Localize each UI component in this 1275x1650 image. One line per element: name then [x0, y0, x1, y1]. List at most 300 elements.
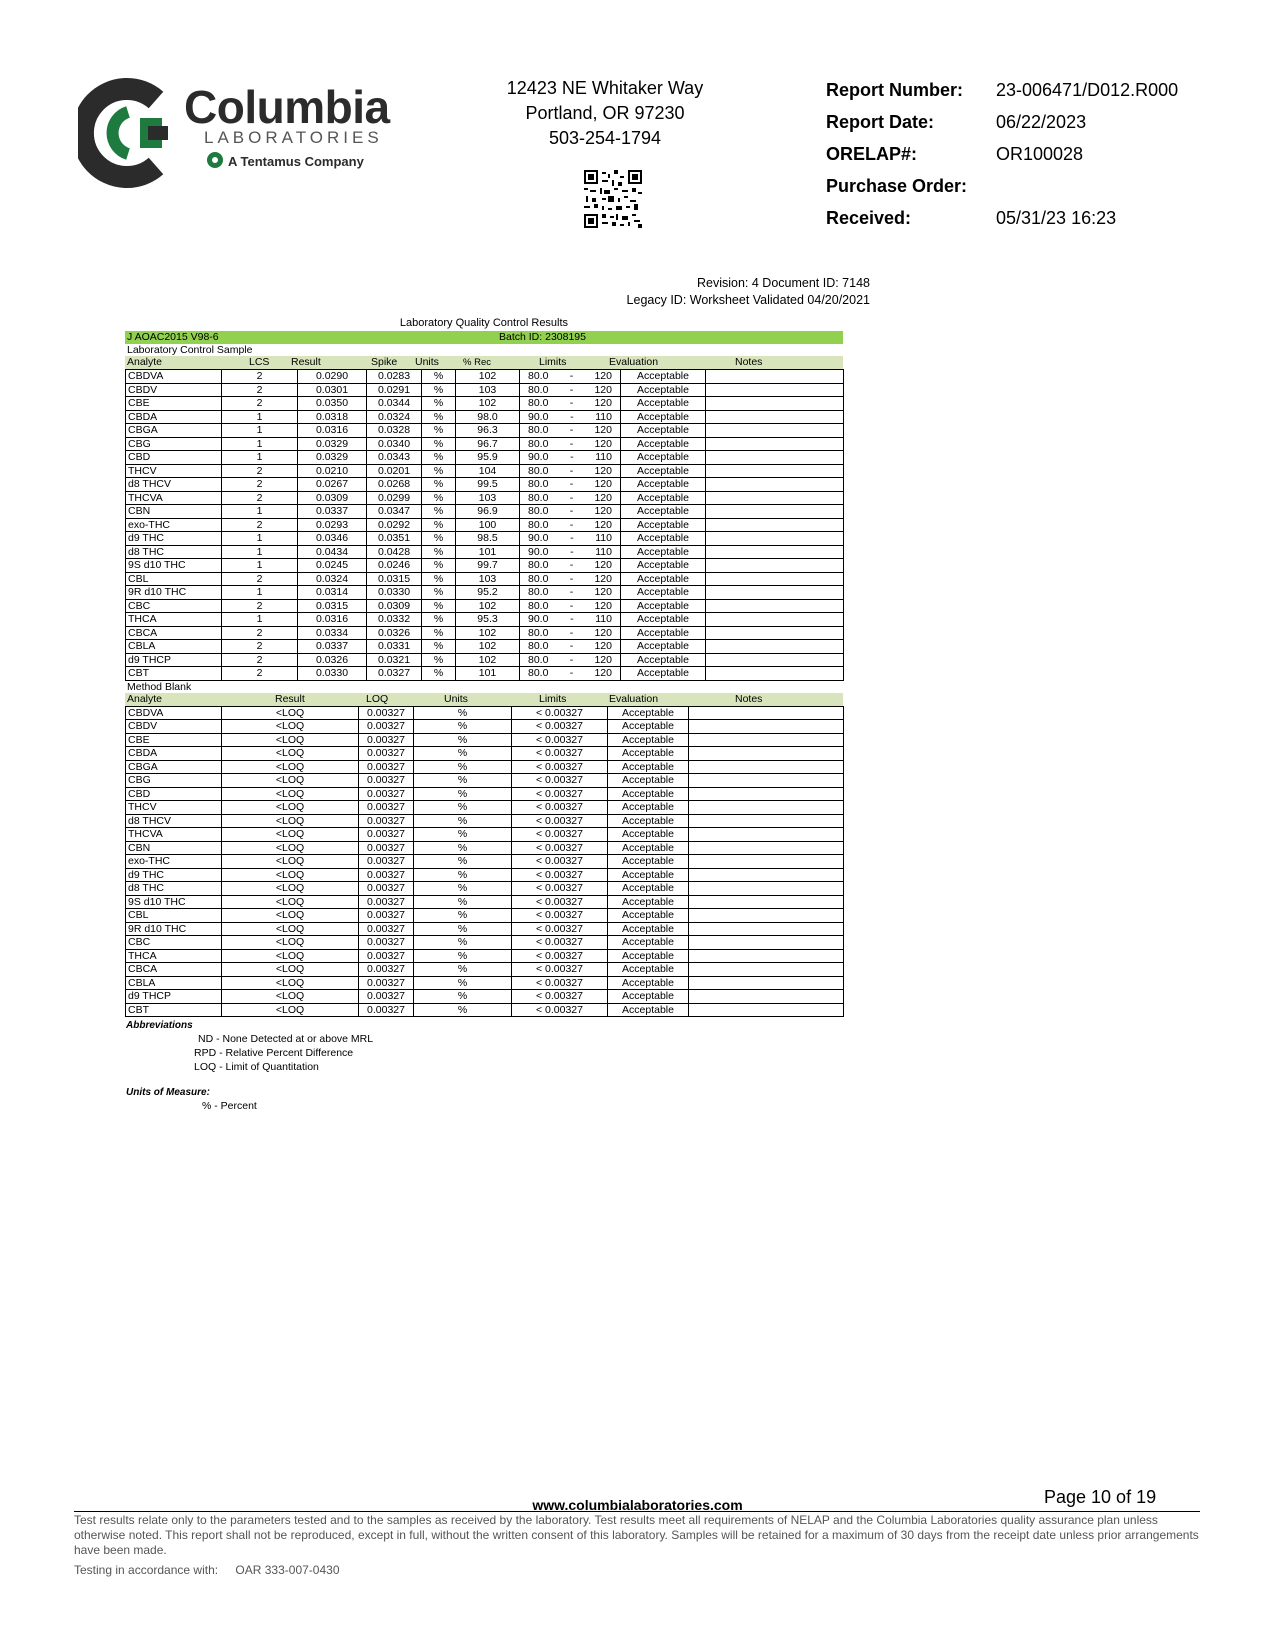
evaluation-cell: Acceptable: [621, 397, 706, 411]
table-row: [126, 532, 844, 546]
rec-cell: 103: [456, 383, 520, 397]
legacy-id-line: Legacy ID: Worksheet Validated 04/20/2021: [626, 293, 870, 307]
result-cell: 0.0210: [298, 464, 367, 478]
lcs-section-title: Laboratory Control Sample: [127, 344, 253, 356]
result-cell: <LOQ: [222, 760, 359, 774]
lcs-table: [125, 369, 844, 681]
evaluation-cell: Acceptable: [608, 895, 689, 909]
limit-dash: -: [569, 478, 574, 490]
logo-tagline: A Tentamus Company: [228, 154, 364, 169]
units-cell: %: [422, 491, 456, 505]
logo-mark-icon: [78, 78, 188, 188]
limits-cell: < 0.00327: [512, 990, 608, 1004]
notes-cell: [689, 733, 844, 747]
notes-cell: [706, 370, 844, 384]
col-lcs: LCS: [249, 356, 270, 368]
report-number-label: Report Number:: [826, 79, 964, 100]
analyte-cell: CBL: [126, 909, 222, 923]
lcs-cell: 2: [222, 397, 298, 411]
limits-cell: < 0.00327: [512, 882, 608, 896]
notes-cell: [689, 855, 844, 869]
evaluation-cell: Acceptable: [608, 976, 689, 990]
evaluation-cell: Acceptable: [621, 451, 706, 465]
loq-cell: 0.00327: [359, 936, 414, 950]
analyte-cell: CBD: [126, 451, 222, 465]
table-row: [126, 424, 844, 438]
rec-cell: 102: [456, 640, 520, 654]
result-cell: 0.0316: [298, 424, 367, 438]
limit-low: 90.0: [528, 410, 549, 423]
evaluation-cell: Acceptable: [608, 936, 689, 950]
limits-cell: < 0.00327: [512, 760, 608, 774]
analyte-cell: 9R d10 THC: [126, 586, 222, 600]
rec-cell: 99.7: [456, 559, 520, 573]
table-row: [126, 922, 844, 936]
spike-cell: 0.0332: [367, 613, 422, 627]
table-row: [126, 936, 844, 950]
limits-cell: [520, 626, 621, 640]
spike-cell: 0.0326: [367, 626, 422, 640]
limits-cell: < 0.00327: [512, 733, 608, 747]
notes-cell: [689, 949, 844, 963]
lcs-cell: 2: [222, 370, 298, 384]
loq-cell: 0.00327: [359, 963, 414, 977]
table-row: [126, 464, 844, 478]
notes-cell: [689, 841, 844, 855]
limit-low: 80.0: [528, 667, 549, 679]
result-cell: 0.0318: [298, 410, 367, 424]
evaluation-cell: Acceptable: [608, 963, 689, 977]
evaluation-cell: Acceptable: [621, 383, 706, 397]
mb-header: [125, 693, 843, 706]
table-row: [126, 383, 844, 397]
footer-divider: [74, 1511, 1200, 1512]
limits-cell: < 0.00327: [512, 949, 608, 963]
loq-cell: 0.00327: [359, 801, 414, 815]
limit-low: 80.0: [528, 559, 549, 571]
phone-number: 503-254-1794: [548, 128, 662, 148]
table-row: [126, 868, 844, 882]
rec-cell: 101: [456, 545, 520, 559]
limit-dash: -: [569, 437, 574, 450]
spike-cell: 0.0330: [367, 586, 422, 600]
evaluation-cell: Acceptable: [621, 464, 706, 478]
loq-cell: 0.00327: [359, 814, 414, 828]
lcs-cell: 1: [222, 532, 298, 546]
qc-title: Laboratory Quality Control Results: [399, 317, 569, 329]
limits-cell: [520, 437, 621, 451]
limits-cell: [520, 653, 621, 667]
limit-dash: -: [569, 424, 574, 436]
limit-high: 120: [594, 667, 612, 679]
notes-cell: [706, 383, 844, 397]
notes-cell: [689, 976, 844, 990]
notes-cell: [706, 532, 844, 546]
units-cell: %: [414, 706, 512, 720]
analyte-cell: CBG: [126, 437, 222, 451]
notes-cell: [706, 464, 844, 478]
lcs-cell: 1: [222, 545, 298, 559]
table-row: [126, 491, 844, 505]
limits-cell: < 0.00327: [512, 976, 608, 990]
units-cell: %: [414, 841, 512, 855]
spike-cell: 0.0292: [367, 518, 422, 532]
tentamus-icon: [206, 151, 224, 169]
report-date-label: Report Date:: [826, 111, 935, 132]
limit-dash: -: [569, 653, 574, 666]
result-cell: <LOQ: [222, 922, 359, 936]
units-cell: %: [422, 626, 456, 640]
analyte-cell: d8 THCV: [126, 814, 222, 828]
received-date: 05/31/23 16:23: [996, 207, 1117, 228]
table-row: [126, 613, 844, 627]
limit-low: 80.0: [528, 626, 549, 639]
limit-high: 110: [595, 532, 612, 544]
notes-cell: [706, 599, 844, 613]
loq-cell: 0.00327: [359, 855, 414, 869]
abbrev-rpd: RPD - Relative Percent Difference: [194, 1047, 354, 1059]
rec-cell: 102: [456, 653, 520, 667]
analyte-cell: CBLA: [126, 976, 222, 990]
analyte-cell: 9S d10 THC: [126, 559, 222, 573]
limit-dash: -: [569, 518, 574, 531]
limit-dash: -: [570, 613, 574, 625]
evaluation-cell: Acceptable: [608, 828, 689, 842]
evaluation-cell: Acceptable: [608, 787, 689, 801]
result-cell: <LOQ: [222, 976, 359, 990]
evaluation-cell: Acceptable: [608, 909, 689, 923]
evaluation-cell: Acceptable: [621, 478, 706, 492]
limit-high: 120: [594, 505, 612, 517]
analyte-cell: d9 THC: [126, 868, 222, 882]
method-bar: [125, 331, 843, 344]
abbrev-loq: LOQ - Limit of Quantitation: [194, 1061, 319, 1073]
notes-cell: [689, 801, 844, 815]
notes-cell: [689, 706, 844, 720]
analyte-cell: d9 THCP: [126, 653, 222, 667]
lcs-cell: 2: [222, 599, 298, 613]
units-cell: %: [422, 424, 456, 438]
col-result: Result: [275, 692, 305, 705]
limit-low: 90.0: [528, 532, 549, 544]
result-cell: 0.0267: [298, 478, 367, 492]
table-row: [126, 841, 844, 855]
notes-cell: [689, 747, 844, 761]
analyte-cell: CBT: [126, 667, 222, 681]
result-cell: 0.0334: [298, 626, 367, 640]
units-cell: %: [414, 801, 512, 815]
result-cell: 0.0350: [298, 397, 367, 411]
spike-cell: 0.0321: [367, 653, 422, 667]
notes-cell: [689, 936, 844, 950]
limits-cell: [520, 505, 621, 519]
notes-cell: [689, 922, 844, 936]
units-cell: %: [414, 814, 512, 828]
website-link[interactable]: www.columbialaboratories.com: [532, 1497, 743, 1513]
evaluation-cell: Acceptable: [608, 706, 689, 720]
loq-cell: 0.00327: [359, 828, 414, 842]
limits-cell: [520, 424, 621, 438]
result-cell: <LOQ: [222, 814, 359, 828]
table-row: [126, 909, 844, 923]
analyte-cell: THCVA: [126, 491, 222, 505]
table-row: [126, 437, 844, 451]
analyte-cell: CBGA: [126, 424, 222, 438]
table-row: [126, 572, 844, 586]
units-cell: %: [422, 397, 456, 411]
analyte-cell: CBDVA: [126, 706, 222, 720]
notes-cell: [706, 640, 844, 654]
evaluation-cell: Acceptable: [608, 949, 689, 963]
evaluation-cell: Acceptable: [608, 868, 689, 882]
result-cell: <LOQ: [222, 990, 359, 1004]
units-cell: %: [422, 532, 456, 546]
loq-cell: 0.00327: [359, 774, 414, 788]
units-cell: %: [414, 909, 512, 923]
revision-info: [560, 275, 870, 309]
limit-dash: -: [570, 532, 574, 544]
col-rec: % Rec: [463, 357, 491, 368]
col-limits: Limits: [539, 692, 567, 705]
limit-dash: -: [569, 559, 574, 571]
spike-cell: 0.0299: [367, 491, 422, 505]
notes-cell: [689, 990, 844, 1004]
result-cell: <LOQ: [222, 787, 359, 801]
evaluation-cell: Acceptable: [608, 882, 689, 896]
notes-cell: [706, 505, 844, 519]
notes-cell: [706, 586, 844, 600]
units-cell: %: [414, 895, 512, 909]
limits-cell: [520, 586, 621, 600]
spike-cell: 0.0309: [367, 599, 422, 613]
rec-cell: 98.0: [456, 410, 520, 424]
units-cell: %: [414, 855, 512, 869]
evaluation-cell: Acceptable: [621, 559, 706, 573]
rec-cell: 95.2: [456, 586, 520, 600]
limit-high: 120: [594, 572, 612, 585]
evaluation-cell: Acceptable: [608, 922, 689, 936]
analyte-cell: 9R d10 THC: [126, 922, 222, 936]
rec-cell: 98.5: [456, 532, 520, 546]
spike-cell: 0.0340: [367, 437, 422, 451]
limits-cell: [520, 410, 621, 424]
rec-cell: 95.9: [456, 451, 520, 465]
notes-cell: [689, 963, 844, 977]
notes-cell: [706, 437, 844, 451]
analyte-cell: CBDA: [126, 747, 222, 761]
lcs-cell: 2: [222, 626, 298, 640]
loq-cell: 0.00327: [359, 706, 414, 720]
evaluation-cell: Acceptable: [621, 572, 706, 586]
spike-cell: 0.0328: [367, 424, 422, 438]
result-cell: 0.0434: [298, 545, 367, 559]
notes-cell: [706, 491, 844, 505]
units-cell: %: [422, 586, 456, 600]
result-cell: <LOQ: [222, 909, 359, 923]
limit-high: 120: [594, 397, 612, 409]
result-cell: <LOQ: [222, 895, 359, 909]
lab-address: [480, 76, 730, 151]
units-cell: %: [422, 559, 456, 573]
result-cell: <LOQ: [222, 841, 359, 855]
units-cell: %: [422, 640, 456, 654]
lcs-cell: 1: [222, 613, 298, 627]
notes-cell: [689, 828, 844, 842]
lcs-cell: 1: [222, 559, 298, 573]
limits-cell: [520, 599, 621, 613]
result-cell: 0.0316: [298, 613, 367, 627]
analyte-cell: CBD: [126, 787, 222, 801]
evaluation-cell: Acceptable: [608, 814, 689, 828]
evaluation-cell: Acceptable: [621, 586, 706, 600]
limit-dash: -: [569, 397, 574, 409]
units-cell: %: [414, 760, 512, 774]
limits-cell: < 0.00327: [512, 936, 608, 950]
company-logo: [78, 78, 408, 188]
limit-low: 80.0: [528, 397, 549, 409]
rec-cell: 102: [456, 626, 520, 640]
units-cell: %: [414, 774, 512, 788]
evaluation-cell: Acceptable: [621, 410, 706, 424]
limit-low: 80.0: [528, 491, 549, 504]
rec-cell: 103: [456, 491, 520, 505]
testing-value: OAR 333-007-0430: [235, 1563, 340, 1577]
limits-cell: [520, 370, 621, 384]
evaluation-cell: Acceptable: [608, 720, 689, 734]
notes-cell: [706, 653, 844, 667]
limits-cell: [520, 613, 621, 627]
result-cell: <LOQ: [222, 706, 359, 720]
units-cell: %: [422, 653, 456, 667]
lcs-cell: 2: [222, 640, 298, 654]
units-cell: %: [414, 936, 512, 950]
result-cell: <LOQ: [222, 720, 359, 734]
notes-cell: [706, 545, 844, 559]
limit-high: 120: [594, 437, 612, 450]
notes-cell: [689, 882, 844, 896]
limit-high: 120: [594, 559, 612, 571]
spike-cell: 0.0246: [367, 559, 422, 573]
result-cell: <LOQ: [222, 801, 359, 815]
evaluation-cell: Acceptable: [621, 667, 706, 681]
spike-cell: 0.0315: [367, 572, 422, 586]
limits-cell: [520, 545, 621, 559]
notes-cell: [706, 478, 844, 492]
units-cell: %: [422, 410, 456, 424]
evaluation-cell: Acceptable: [621, 653, 706, 667]
analyte-cell: CBL: [126, 572, 222, 586]
limit-high: 120: [594, 599, 612, 612]
table-row: [126, 667, 844, 681]
result-cell: <LOQ: [222, 963, 359, 977]
result-cell: 0.0290: [298, 370, 367, 384]
received-label: Received:: [826, 207, 912, 228]
evaluation-cell: Acceptable: [621, 626, 706, 640]
limits-cell: < 0.00327: [512, 814, 608, 828]
notes-cell: [689, 720, 844, 734]
limits-cell: < 0.00327: [512, 747, 608, 761]
table-row: [126, 760, 844, 774]
units-cell: %: [422, 437, 456, 451]
table-row: [126, 990, 844, 1004]
loq-cell: 0.00327: [359, 1003, 414, 1017]
spike-cell: 0.0347: [367, 505, 422, 519]
limits-cell: [520, 383, 621, 397]
rec-cell: 104: [456, 464, 520, 478]
analyte-cell: THCA: [126, 949, 222, 963]
evaluation-cell: Acceptable: [608, 760, 689, 774]
analyte-cell: CBC: [126, 936, 222, 950]
analyte-cell: d9 THCP: [126, 990, 222, 1004]
limits-cell: [520, 640, 621, 654]
limits-cell: < 0.00327: [512, 787, 608, 801]
units-cell: %: [414, 949, 512, 963]
evaluation-cell: Acceptable: [608, 801, 689, 815]
lcs-cell: 2: [222, 518, 298, 532]
analyte-cell: THCV: [126, 464, 222, 478]
limit-dash: -: [569, 464, 574, 477]
analyte-cell: CBDVA: [126, 370, 222, 384]
analyte-cell: CBDV: [126, 383, 222, 397]
units-cell: %: [414, 922, 512, 936]
limits-cell: < 0.00327: [512, 801, 608, 815]
table-row: [126, 545, 844, 559]
table-row: [126, 963, 844, 977]
table-row: [126, 640, 844, 654]
result-cell: 0.0245: [298, 559, 367, 573]
table-row: [126, 653, 844, 667]
units-title: Units of Measure:: [126, 1087, 210, 1098]
qc-results: [125, 331, 843, 1017]
loq-cell: 0.00327: [359, 733, 414, 747]
limit-low: 80.0: [528, 518, 549, 531]
limit-high: 120: [594, 586, 612, 598]
limit-dash: -: [569, 626, 574, 639]
table-row: [126, 774, 844, 788]
limit-low: 90.0: [528, 545, 549, 558]
analyte-cell: CBT: [126, 1003, 222, 1017]
analyte-cell: THCVA: [126, 828, 222, 842]
table-row: [126, 626, 844, 640]
limit-high: 110: [595, 545, 612, 558]
testing-accordance: [74, 1563, 340, 1577]
units-cell: %: [414, 747, 512, 761]
limit-low: 80.0: [528, 478, 549, 490]
units-cell: %: [422, 383, 456, 397]
spike-cell: 0.0268: [367, 478, 422, 492]
result-cell: <LOQ: [222, 774, 359, 788]
col-result: Result: [291, 356, 321, 368]
table-row: [126, 787, 844, 801]
analyte-cell: CBCA: [126, 626, 222, 640]
loq-cell: 0.00327: [359, 747, 414, 761]
spike-cell: 0.0428: [367, 545, 422, 559]
table-row: [126, 828, 844, 842]
limits-cell: [520, 397, 621, 411]
batch-id: Batch ID: 2308195: [499, 331, 586, 343]
limit-dash: -: [569, 383, 574, 396]
col-notes: Notes: [735, 356, 763, 368]
analyte-cell: CBDV: [126, 720, 222, 734]
table-row: [126, 370, 844, 384]
lcs-cell: 1: [222, 437, 298, 451]
result-cell: 0.0330: [298, 667, 367, 681]
limit-low: 80.0: [528, 586, 549, 598]
limit-dash: -: [570, 545, 574, 558]
limits-cell: [520, 478, 621, 492]
col-evaluation: Evaluation: [609, 356, 659, 368]
notes-cell: [689, 774, 844, 788]
